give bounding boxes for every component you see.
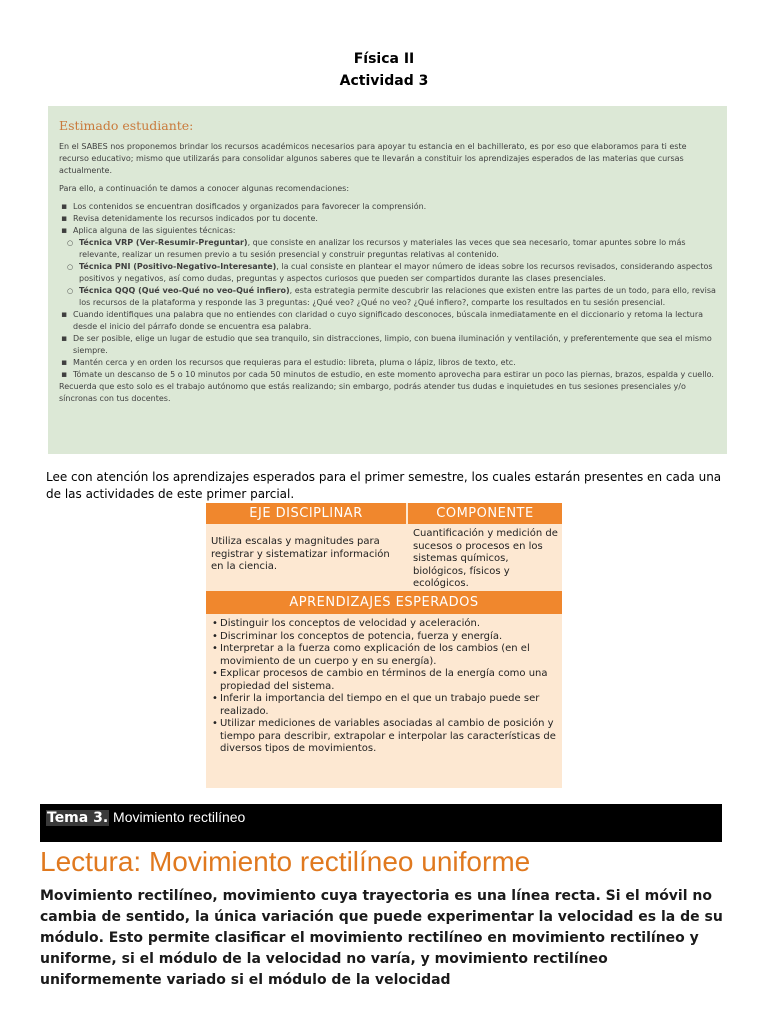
technique-vrp-name: Técnica VRP (Ver-Resumir-Preguntar)	[79, 238, 248, 247]
document-title: Física II	[353, 51, 415, 67]
aprendizajes-list	[212, 618, 557, 756]
intro-paragraph: Lee con atención los aprendizajes esperados para el primer semestre, los cuales estarán presentes en cada una de las actividades de este primer parcial.	[46, 470, 722, 501]
notice-paragraph-1: En el SABES nos proponemos brindar los recursos académicos necesarios para apoyar tu estancia en el bachillerato, es por eso que elaboramos para ti este recurso educativo; mismo que utilizarás para consolidar algunos saberes que te llevarán a constituir los aprendizajes esperados de las materias que cursas actualmente.	[59, 142, 687, 175]
technique-vrp	[79, 237, 716, 261]
document-header	[0, 48, 768, 92]
notice-heading: Estimado estudiante:	[59, 118, 194, 133]
list-item: ▪ Mantén cerca y en orden los recursos que requieras para el estudio: libreta, pluma o lápiz, libros de texto, etc.	[73, 357, 716, 369]
notice-closing: Recuerda que esto solo es el trabajo autónomo que estás realizando; sin embargo, podrás atender tus dudas e inquietudes en tus sesiones presenciales y/o síncronas con tus docentes.	[59, 382, 686, 403]
list-item: • Interpretar a la fuerza como explicación de los cambios (en el movimiento de un cuerpo y en su energía).	[212, 643, 557, 668]
technique-vrp-text: , que consiste en analizar los recursos y materiales las veces que sea necesario, tomar apuntes sobre lo más relevante, realizar un resumen previo a tu sesión presencial y construir preguntas relativas al contenido.	[79, 238, 686, 259]
componente-text: Cuantificación y medición de sucesos o procesos en los sistemas químicos, biológicos, físicos y ecológicos.	[413, 528, 558, 589]
list-item: • Discriminar los conceptos de potencia, fuerza y energía.	[212, 631, 557, 644]
topic-title: Movimiento rectilíneo	[113, 809, 246, 825]
reading-body: Movimiento rectilíneo, movimiento cuya trayectoria es una línea recta. Si el móvil no cambia de sentido, la única variación que puede experimentar la velocidad es la de su módulo. Esto permite clasificar el movimiento rectilíneo en movimiento rectilíneo y uniforme, si el módulo de la velocidad no varía, y movimiento rectilíneo uniformemente variado si el módulo de la velocidad	[40, 888, 723, 988]
technique-pni	[79, 261, 716, 285]
technique-qqq-name: Técnica QQQ (Qué veo-Qué no veo-Qué infiero)	[79, 286, 290, 295]
topic-banner	[40, 804, 722, 842]
componente-header: COMPONENTE	[408, 503, 562, 524]
list-item: ▪ Revisa detenidamente los recursos indicados por tu docente.	[73, 213, 716, 225]
list-item: ▪ Los contenidos se encuentran dosificados y organizados para favorecer la comprensión.	[73, 201, 716, 213]
recommendation-list-2	[59, 309, 716, 381]
learning-outcomes-table	[206, 503, 562, 788]
list-item: ▪ Cuando identifiques una palabra que no entiendes con claridad o cuyo significado desconoces, búscala inmediatamente en el diccionario y retoma la lectura desde el inicio del párrafo donde se encuentra esa palabra.	[73, 309, 716, 333]
aprendizajes-header: APRENDIZAJES ESPERADOS	[206, 591, 562, 614]
eje-disciplinar-header: EJE DISCIPLINAR	[206, 503, 406, 524]
list-item: • Distinguir los conceptos de velocidad y aceleración.	[212, 618, 557, 631]
list-item: • Explicar procesos de cambio en términos de la energía como una propiedad del sistema.	[212, 668, 557, 693]
topic-number: Tema 3.	[47, 810, 109, 826]
reading-title: Lectura: Movimiento rectilíneo uniforme	[40, 846, 531, 877]
technique-qqq-text: , esta estrategia permite descubrir las relaciones que existen entre las partes de un todo, para ello, revisa los recursos de la plataforma y responde las 3 preguntas: ¿Qué veo? ¿Qué no veo? ¿Qué infiero?, comparte los resultados en tu sesión presencial.	[79, 286, 716, 307]
notice-paragraph-2: Para ello, a continuación te damos a conocer algunas recomendaciones:	[59, 184, 350, 193]
student-notice-box	[48, 106, 727, 454]
document-subtitle: Actividad 3	[339, 73, 429, 89]
technique-pni-text: , la cual consiste en plantear el mayor número de ideas sobre los recursos revisados, considerando aspectos positivos y negativos, así como dudas, preguntas y aspectos curiosos que pueden ser compartidos durante las clases presenciales.	[79, 262, 713, 283]
technique-list	[59, 237, 716, 309]
list-item: • Inferir la importancia del tiempo en el que un trabajo puede ser realizado.	[212, 693, 557, 718]
recommendation-list	[59, 201, 716, 237]
list-item: ▪ Aplica alguna de las siguientes técnicas:	[73, 225, 716, 237]
eje-disciplinar-text: Utiliza escalas y magnitudes para registrar y sistematizar información en la ciencia.	[211, 536, 390, 572]
technique-pni-name: Técnica PNI (Positivo-Negativo-Interesante)	[79, 262, 277, 271]
list-item: • Utilizar mediciones de variables asociadas al cambio de posición y tiempo para describir, extrapolar e interpolar las características de diversos tipos de movimientos.	[212, 718, 557, 756]
technique-qqq	[79, 285, 716, 309]
list-item: ▪ De ser posible, elige un lugar de estudio que sea tranquilo, sin distracciones, limpio, con buena iluminación y ventilación, y preferentemente que sea el mismo siempre.	[73, 333, 716, 357]
list-item: ▪ Tómate un descanso de 5 o 10 minutos por cada 50 minutos de estudio, en este momento aprovecha para estirar un poco las piernas, brazos, espalda y cuello.	[73, 369, 716, 381]
